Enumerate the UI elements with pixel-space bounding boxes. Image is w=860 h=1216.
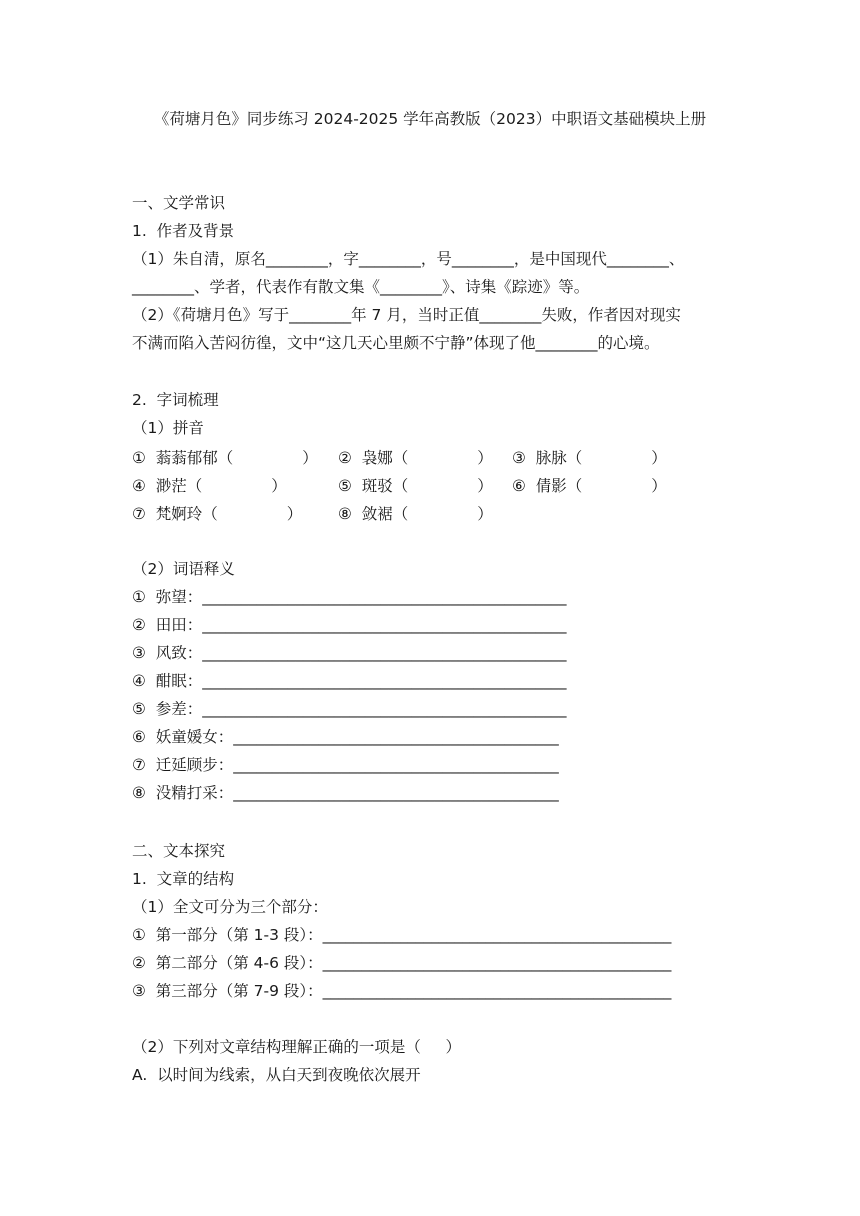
section-2-heading: 二、文本探究 — [132, 842, 226, 860]
pinyin-item: ⑦ 梵婀玲（ ） — [132, 505, 303, 523]
vocab-item: ⑥ 妖童媛女：__________________________________________ — [132, 728, 559, 746]
vocab-item: ⑦ 迁延顾步：__________________________________________ — [132, 756, 559, 774]
option-a: A. 以时间为线索，从白天到夜晚依次展开 — [132, 1066, 421, 1084]
vocab-item: ⑧ 没精打采：__________________________________________ — [132, 784, 559, 802]
section-1-heading: 一、文学常识 — [132, 194, 226, 212]
structure-part: ③ 第三部分（第 7-9 段）：_____________________________________________ — [132, 982, 672, 1000]
question-2-heading: 2. 字词梳理 — [132, 391, 219, 409]
structure-sub-2: （2）下列对文章结构理解正确的一项是（ ） — [132, 1038, 461, 1056]
structure-part: ② 第二部分（第 4-6 段）：_____________________________________________ — [132, 954, 672, 972]
pinyin-item: ⑧ 敛裾（ ） — [338, 505, 493, 523]
vocab-item: ② 田田：_______________________________________________ — [132, 616, 567, 634]
question-1-heading: 1. 作者及背景 — [132, 222, 235, 240]
q1-paragraph-2-line-1: （2）《荷塘月色》写于________年 7 月，当时正值________失败，作者因对现实 — [132, 306, 681, 324]
pinyin-item: ③ 脉脉（ ） — [512, 449, 667, 467]
structure-part: ① 第一部分（第 1-3 段）：_____________________________________________ — [132, 926, 672, 944]
q1-paragraph-1-line-1: （1）朱自清，原名________，字________，号________，是中国现代________、 — [132, 250, 685, 268]
q1-paragraph-1-line-2: ________、学者，代表作有散文集《________》、诗集《踪迹》等。 — [132, 278, 590, 296]
pinyin-label: （1）拼音 — [132, 419, 204, 437]
vocab-item: ⑤ 参差：_______________________________________________ — [132, 700, 567, 718]
vocab-label: （2）词语释义 — [132, 560, 235, 578]
vocab-item: ③ 风致：_______________________________________________ — [132, 644, 567, 662]
pinyin-item: ④ 渺茫（ ） — [132, 477, 287, 495]
pinyin-item: ① 蓊蓊郁郁（ ） — [132, 449, 318, 467]
q1-paragraph-2-line-2: 不满而陷入苦闷彷徨，文中“这几天心里颇不宁静”体现了他________的心境。 — [132, 334, 660, 352]
structure-heading: 1. 文章的结构 — [132, 870, 235, 888]
pinyin-item: ⑥ 倩影（ ） — [512, 477, 667, 495]
pinyin-item: ② 袅娜（ ） — [338, 449, 493, 467]
structure-sub-1: （1）全文可分为三个部分： — [132, 898, 328, 916]
vocab-item: ④ 酣眠：_______________________________________________ — [132, 672, 567, 690]
document-title: 《荷塘月色》同步练习 2024-2025 学年高教版（2023）中职语文基础模块上册 — [153, 110, 707, 128]
vocab-item: ① 弥望：_______________________________________________ — [132, 588, 567, 606]
pinyin-item: ⑤ 斑驳（ ） — [338, 477, 493, 495]
